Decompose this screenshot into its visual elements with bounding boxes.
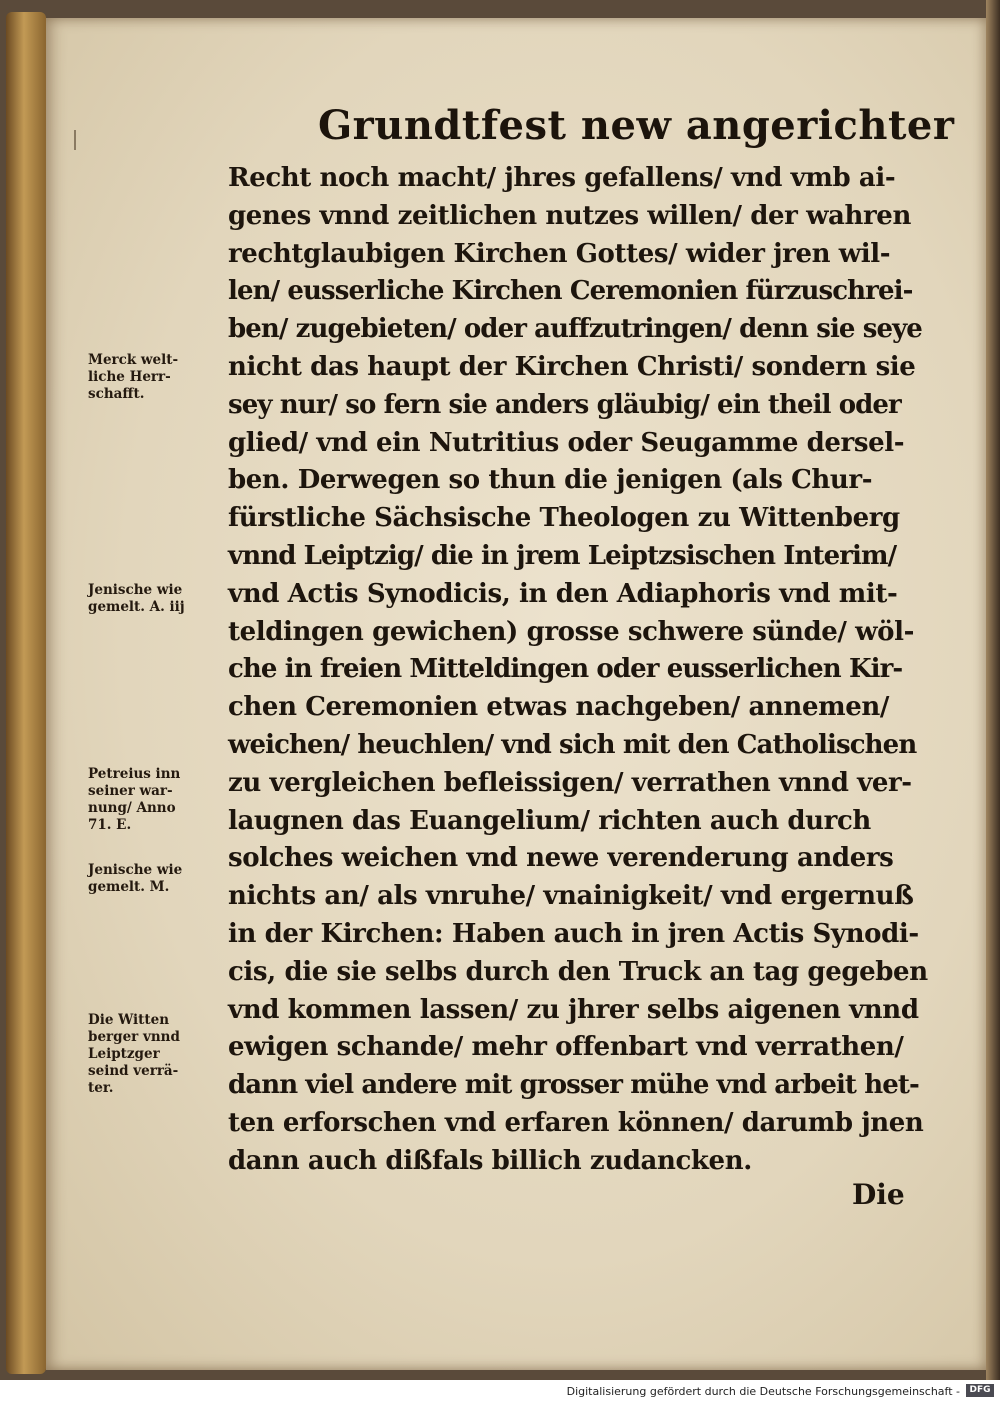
marginal-note-line: berger vnnd	[88, 1029, 180, 1045]
text-line: nichts an/ als vnruhe/ vnainigkeit/ vnd ergernuß	[228, 881, 914, 912]
text-line: vnd Actis Synodicis, in den Adiaphoris vnd mit-	[228, 578, 898, 609]
marginal-note-line: Petreius inn	[88, 766, 181, 782]
marginal-note-line: seind verrä-	[88, 1063, 179, 1079]
text-line: nicht das haupt der Kirchen Christi/ sondern sie	[228, 351, 916, 382]
book-edge	[6, 12, 46, 1374]
funding-notice: Digitalisierung gefördert durch die Deutsche Forschungsgemeinschaft -	[566, 1385, 960, 1398]
text-line: chen Ceremonien etwas nachgeben/ annemen/	[228, 692, 889, 723]
text-line: Recht noch macht/ jhres gefallens/ vnd vmb ai-	[228, 163, 896, 193]
text-line: rechtglaubigen Kirchen Gottes/ wider jren wil-	[228, 238, 891, 269]
marginal-note-line: 71. E.	[88, 817, 132, 833]
text-line: ewigen schande/ mehr offenbart vnd verrathen/	[228, 1032, 904, 1063]
running-head: Grundtfest new angerichter	[318, 102, 955, 149]
marginal-note	[88, 862, 228, 896]
marginal-note-line: Jenische wie	[88, 582, 183, 598]
text-line: solches weichen vnd newe verenderung anders	[228, 843, 894, 874]
text-line: laugnen das Euangelium/ richten auch durch	[228, 805, 871, 836]
text-line: che in freien Mitteldingen oder eusserlichen Kir-	[228, 654, 903, 685]
text-line: glied/ vnd ein Nutritius oder Seugamme dersel-	[228, 427, 905, 458]
marginal-note-line: gemelt. M.	[88, 879, 170, 895]
marginal-note-line: liche Herr-	[88, 369, 171, 385]
text-line: genes vnnd zeitlichen nutzes willen/ der wahren	[228, 200, 911, 231]
page-mark	[74, 130, 76, 150]
text-line: teldingen gewichen) grosse schwere sünde/ wöl-	[228, 616, 914, 647]
marginal-note-line: Jenische wie	[88, 862, 183, 878]
marginal-note-line: schafft.	[88, 386, 145, 402]
marginal-note-line: ter.	[88, 1080, 114, 1096]
text-line: len/ eusserliche Kirchen Ceremonien fürzuschrei-	[228, 276, 913, 307]
marginal-note	[88, 766, 228, 834]
marginal-note-line: Merck welt-	[88, 352, 179, 368]
text-line: in der Kirchen: Haben auch in jren Actis Synodi-	[228, 918, 919, 949]
text-line: ben. Derwegen so thun die jenigen (als Chur-	[228, 465, 873, 496]
text-line: sey nur/ so fern sie anders gläubig/ ein theil oder	[228, 389, 901, 420]
text-line: cis, die sie selbs durch den Truck an tag gegeben	[228, 956, 928, 987]
text-line: vnd kommen lassen/ zu jhrer selbs aigenen vnnd	[228, 994, 919, 1025]
text-line: dann viel andere mit grosser mühe vnd arbeit het-	[228, 1070, 919, 1101]
text-line: ben/ zugebieten/ oder auffzutringen/ denn sie seye	[228, 314, 922, 345]
text-line: fürstliche Sächsische Theologen zu Wittenberg	[228, 503, 900, 534]
text-line: vnnd Leiptzig/ die in jrem Leiptzsischen Interim/	[228, 540, 897, 571]
marginal-note	[88, 1012, 228, 1097]
text-line: dann auch dißfals billich zudancken.	[228, 1145, 752, 1176]
marginal-note-line: gemelt. A. iij	[88, 599, 185, 615]
marginal-note-line: nung/ Anno	[88, 800, 176, 816]
marginal-note-line: Die Witten	[88, 1012, 170, 1028]
marginal-note	[88, 582, 228, 616]
marginal-note	[88, 352, 228, 403]
right-page-edge	[986, 0, 1000, 1380]
marginal-note-line: Leiptzger	[88, 1046, 160, 1062]
marginal-note-line: seiner war-	[88, 783, 173, 799]
body-text	[228, 160, 928, 1181]
text-line: zu vergleichen befleissigen/ verrathen vnnd ver-	[228, 767, 912, 798]
text-line: ten erforschen vnd erfaren können/ darumb jnen	[228, 1107, 924, 1138]
dfg-logo-icon[interactable]: DFG	[966, 1384, 994, 1397]
footer-bar	[0, 1380, 1000, 1402]
catchword: Die	[852, 1178, 905, 1211]
text-line: weichen/ heuchlen/ vnd sich mit den Catholischen	[228, 729, 917, 760]
